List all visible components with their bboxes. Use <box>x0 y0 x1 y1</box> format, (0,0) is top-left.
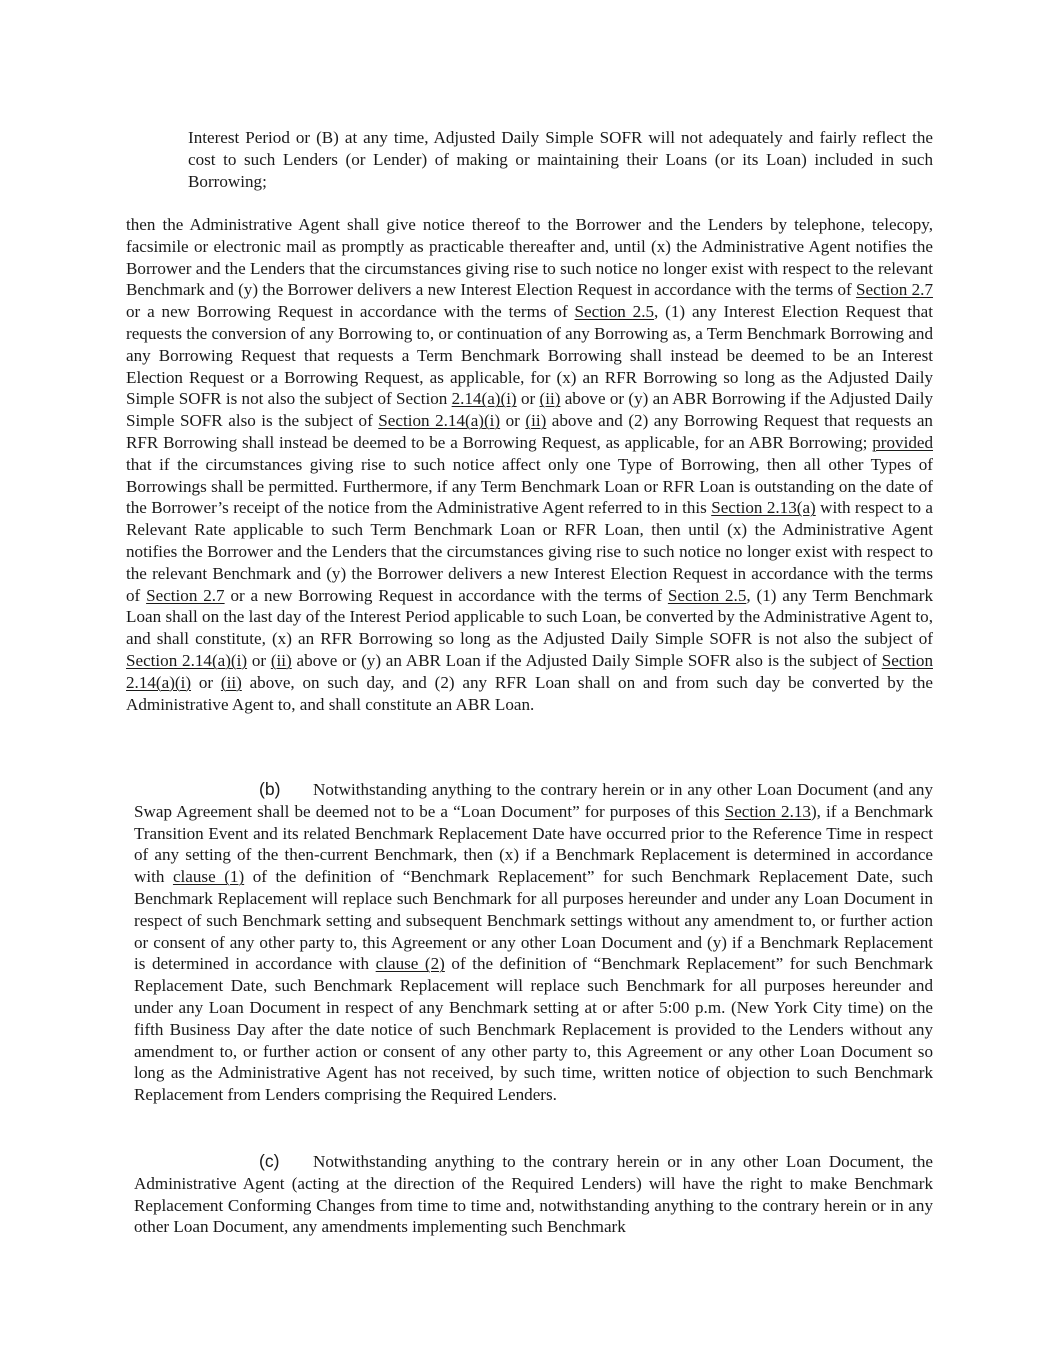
text-run: Notwithstanding anything to the contrary herein or in any other Loan Document (and any Swap Agreement shall be deemed not to be a “Loan Document” for purposes of this <box>134 780 933 821</box>
section-reference: Section 2.13 <box>724 801 811 821</box>
section-reference: Section 2.7 <box>856 280 933 300</box>
clause-reference: clause (2) <box>375 954 445 974</box>
section-reference: Section 2.7 <box>146 585 225 605</box>
text-run: above or (y) an ABR Loan if the Adjusted Daily Simple SOFR also is the subject of <box>291 650 882 670</box>
text-run: or a new Borrowing Request in accordance with the terms of <box>126 302 575 322</box>
text-run: or <box>500 411 526 431</box>
text-run: or <box>191 672 221 692</box>
text-run: or a new Borrowing Request in accordance with the terms of <box>224 585 668 605</box>
text-run: above and (2) any Borrowing Request that requests an RFR Borrowing shall instead be deemed to be a Borrowing Request, as applicable, for an ABR Borrowing; <box>126 411 933 452</box>
clause-label-c: (c) <box>259 1151 280 1171</box>
text-run: or <box>247 650 271 670</box>
paragraph-b <box>134 779 933 1106</box>
paragraph-continuation <box>188 127 933 192</box>
section-reference: Section 2.5 <box>667 585 747 605</box>
section-reference: 2.14(a)(i) <box>451 389 517 409</box>
text-run: then the Administrative Agent shall give notice thereof to the Borrower and the Lenders by telephone, telecopy, facsimile or electronic mail as promptly as practicable thereafter and, until (x) the Administrative Agent notifies the Borrower and the Lenders that the circumstances giving rise to such notice no longer exist with respect to the relevant Benchmark and (y) the Borrower delivers a new Interest Election Request in accordance with the terms of <box>126 215 933 300</box>
text-run: of the definition of “Benchmark Replacement” for such Benchmark Replacement Date, such Benchmark Replacement will replace such Benchmark for all purposes hereunder and under any Loan Document in respect of such Benchmark setting and subsequent Benchmark settings without any amendment to, or further action or consent of any other party to, this Agreement or any other Loan Document and (y) if a Benchmark Replacement is determined in accordance with <box>134 867 933 974</box>
text-run: above or (y) an ABR Borrowing if the Adjusted Daily Simple SOFR also is the subject of <box>126 389 933 431</box>
section-reference: (ii) <box>539 389 561 409</box>
section-reference: Section 2.14(a)(i) <box>378 411 501 431</box>
section-reference: (ii) <box>220 672 242 692</box>
text-run: Notwithstanding anything to the contrary herein or in any other Loan Document, the Administrative Agent (acting at the direction of the Required Lenders) will have the right to make Benchmark Replacement Conforming Changes from time to time and, notwithstanding anything to the contrary herein or in any other Loan Document, any amendments implementing such Benchmark <box>134 1152 933 1237</box>
clause-reference: clause (1) <box>172 867 245 887</box>
text-run: or <box>516 389 540 409</box>
section-reference: Section 2.14(a)(i) <box>126 650 933 692</box>
text-run: that if the circumstances giving rise to such notice affect only one Type of Borrowing, then all other Types of Borrowings shall be permitted. Furthermore, if any Term Benchmark Loan or RFR Loan is outstanding on the date of the Borrower’s receipt of the notice from the Administrative Agent referred to in this <box>126 454 933 518</box>
defined-term-provided: provided <box>872 432 933 452</box>
text-run: above, on such day, and (2) any RFR Loan shall on and from such day be converted by the Administrative Agent to, and shall constitute an ABR Loan. <box>126 672 933 714</box>
text-run: of the definition of “Benchmark Replacement” for such Benchmark Replacement Date, such Benchmark Replacement will replace such Benchmark for all purposes hereunder and under any Loan Document in respect of any Benchmark setting at or after 5:00 p.m. (New York City time) on the fifth Business Day after the date notice of such Benchmark Replacement is provided to the Lenders without any amendment to, or further action or consent of any other party to, this Agreement or any other Loan Document so long as the Administrative Agent has not received, by such time, written notice of objection to such Benchmark Replacement from Lenders comprising the Required Lenders. <box>134 954 933 1105</box>
paragraph-c <box>134 1151 933 1238</box>
paragraph-text: Interest Period or (B) at any time, Adjusted Daily Simple SOFR will not adequately and fairly reflect the cost to such Lenders (or Lender) of making or maintaining their Loans (or its Loan) included in such Borrowing; <box>188 128 933 191</box>
paragraph-notice <box>126 214 933 715</box>
text-run: ), if a Benchmark Transition Event and its related Benchmark Replacement Date have occurred prior to the Reference Time in respect of any setting of the then-current Benchmark, then (x) if a Benchmark Replacement is determined in accordance with <box>134 801 933 887</box>
text-run: , (1) any Term Benchmark Loan shall on the last day of the Interest Period applicable to such Loan, be converted by the Administrative Agent to, and shall constitute, (x) an RFR Borrowing so long as the Adjusted Daily Simple SOFR is not also the subject of <box>126 585 933 649</box>
section-reference: (ii) <box>525 411 547 431</box>
clause-label-b: (b) <box>259 779 281 799</box>
section-reference: Section 2.13(a) <box>711 498 816 518</box>
section-reference: Section 2.14(a)(i) <box>126 650 248 670</box>
text-run: , (1) any Interest Election Request that requests the conversion of any Borrowing to, or continuation of any Borrowing as, a Term Benchmark Borrowing and any Borrowing Request that requests a Term Benchmark Borrowing shall instead be deemed to be an Interest Election Request or a Borrowing Request, as applicable, for (x) an RFR Borrowing so long as the Adjusted Daily Simple SOFR is not also the subject of Section <box>126 302 933 409</box>
section-reference: (ii) <box>270 650 292 670</box>
text-run: with respect to a Relevant Rate applicable to such Term Benchmark Loan or RFR Loan, then until (x) the Administrative Agent notifies the Borrower and the Lenders that the circumstances giving rise to such notice no longer exist with respect to the relevant Benchmark and (y) the Borrower delivers a new Interest Election Request in accordance with the terms of <box>126 498 933 605</box>
section-reference: Section 2.5 <box>574 302 655 322</box>
